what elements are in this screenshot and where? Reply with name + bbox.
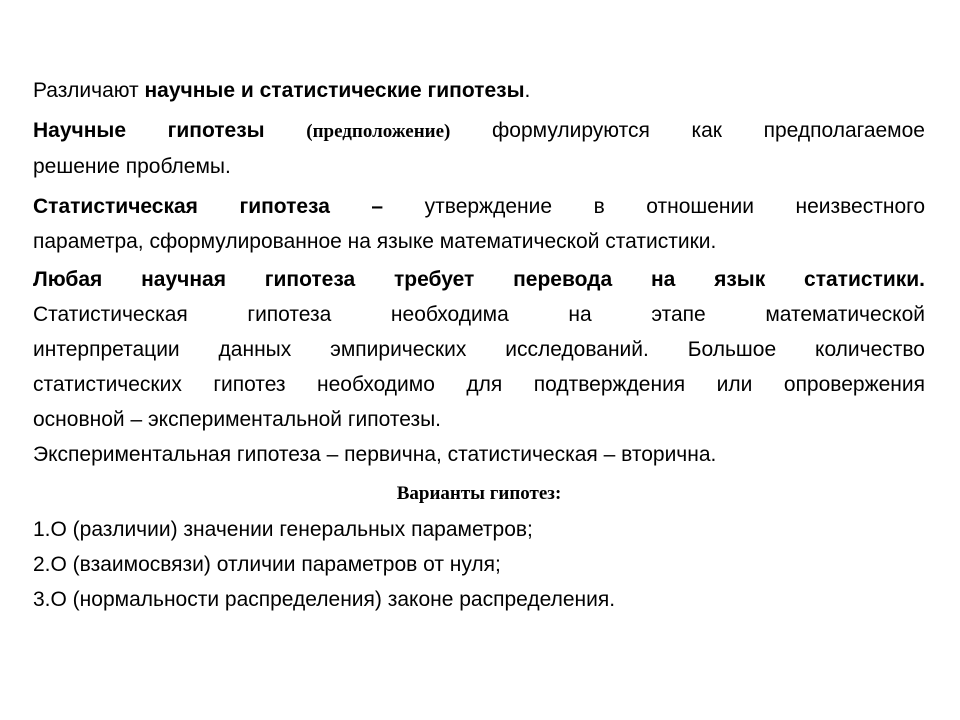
summary-line: Экспериментальная гипотеза – первична, статистическая – вторична. — [33, 443, 717, 466]
intro-bold-term: научные и статистические гипотезы — [144, 79, 525, 102]
statistical-line-1 — [33, 189, 925, 224]
intro-line — [33, 73, 925, 108]
requirement-line: Любая научная гипотеза требует перевода на язык статистики. — [33, 268, 925, 291]
scientific-line-1 — [33, 113, 925, 149]
statistical-hypothesis-block — [33, 189, 925, 259]
variants-title: Варианты гипотез: — [396, 483, 562, 504]
statistical-term: Статистическая гипотеза – — [33, 195, 384, 218]
variant-item-3: 3.О (нормальности распределения) законе распределения. — [33, 588, 616, 611]
paragraph-line-4: основной – экспериментальной гипотезы. — [33, 408, 442, 431]
statistics-paragraph — [33, 262, 925, 472]
paragraph-line-3: статистических гипотез необходимо для подтверждения или опровержения — [33, 373, 925, 396]
scientific-line-2: решение проблемы. — [33, 155, 231, 178]
paragraph-line-1: Статистическая гипотеза необходима на этапе математической — [33, 303, 925, 326]
intro-prefix: Различают — [33, 79, 145, 102]
scientific-hypothesis-block — [33, 113, 925, 184]
scientific-line-1-rest: формулируются как предполагаемое — [492, 119, 925, 142]
variants-list — [33, 512, 925, 617]
statistical-line-2: параметра, сформулированное на языке математической статистики. — [33, 230, 717, 253]
intro-suffix: . — [524, 79, 531, 102]
scientific-paren: (предположение) — [306, 121, 451, 142]
statistical-line-1-rest: утверждение в отношении неизвестного — [424, 195, 925, 218]
variant-item-2: 2.О (взаимосвязи) отличии параметров от нуля; — [33, 553, 501, 576]
variant-item-1: 1.О (различии) значении генеральных параметров; — [33, 518, 533, 541]
slide-content — [33, 73, 925, 617]
scientific-term: Научные гипотезы — [33, 119, 265, 142]
paragraph-line-2: интерпретации данных эмпирических исследований. Большое количество — [33, 338, 925, 361]
